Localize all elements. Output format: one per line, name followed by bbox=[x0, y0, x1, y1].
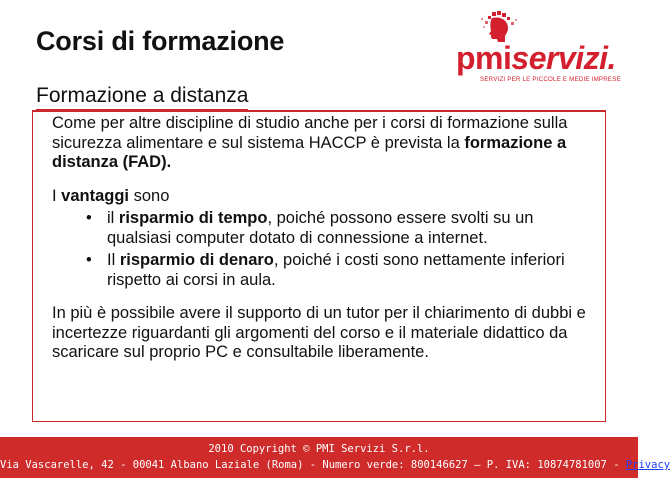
company-logo bbox=[438, 10, 628, 84]
footer bbox=[0, 437, 670, 478]
list-item-prefix: Il bbox=[107, 251, 120, 269]
logo-brand-pmi: pmi bbox=[456, 40, 512, 76]
list-item-text: , poiché possono essere svolti su un qualsiasi computer dotato di connessione a internet. bbox=[107, 209, 534, 247]
logo-wordmark bbox=[456, 42, 616, 74]
advantages-keyword: vantaggi bbox=[61, 186, 130, 205]
logo-tagline: SERVIZI PER LE PICCOLE E MEDIE IMPRESE bbox=[480, 76, 621, 83]
content-body bbox=[52, 114, 597, 363]
footer-copyright: 2010 Copyright © PMI Servizi S.r.l. bbox=[208, 443, 430, 455]
list-item-text: , poiché i costi sono nettamente inferiori rispetto ai corsi in aula. bbox=[107, 251, 565, 289]
footer-address: Via Vascarelle, 42 - 00041 Albano Laziale (Roma) - Numero verde: 800146627 – P. IVA: 10874781007 - bbox=[0, 459, 626, 471]
intro-text: Come per altre discipline di studio anche per i corsi di formazione sulla sicurezza alimentare e sul sistema HACCP è prevista la bbox=[52, 114, 568, 152]
logo-brand-servizi: servizi. bbox=[511, 40, 616, 76]
bullet-icon: • bbox=[86, 209, 92, 227]
tutor-paragraph: In più è possibile avere il supporto di un tutor per il chiarimento di dubbi e incertezze riguardanti gli argomenti del corso e il materiale didattico da scaricare sul proprio PC e consultabile liberamente. bbox=[52, 304, 586, 361]
privacy-link[interactable]: Privacy bbox=[625, 459, 670, 471]
footer-address-line bbox=[0, 459, 670, 471]
page-title: Corsi di formazione bbox=[36, 26, 285, 56]
list-item bbox=[52, 209, 597, 248]
intro-paragraph bbox=[52, 114, 597, 173]
advantages-suffix: sono bbox=[129, 186, 170, 205]
list-item-emphasis: risparmio di tempo bbox=[118, 209, 268, 227]
advantages-prefix: I bbox=[52, 186, 62, 205]
bullet-icon: • bbox=[86, 251, 92, 269]
list-item-prefix: il bbox=[107, 209, 119, 227]
advantages-list bbox=[52, 209, 597, 290]
advantages-heading bbox=[52, 187, 597, 207]
list-item bbox=[52, 251, 597, 290]
page-subtitle: Formazione a distanza bbox=[36, 84, 248, 111]
list-item-emphasis: risparmio di denaro bbox=[119, 251, 274, 269]
intro-emphasis: formazione a distanza (FAD). bbox=[52, 133, 567, 171]
